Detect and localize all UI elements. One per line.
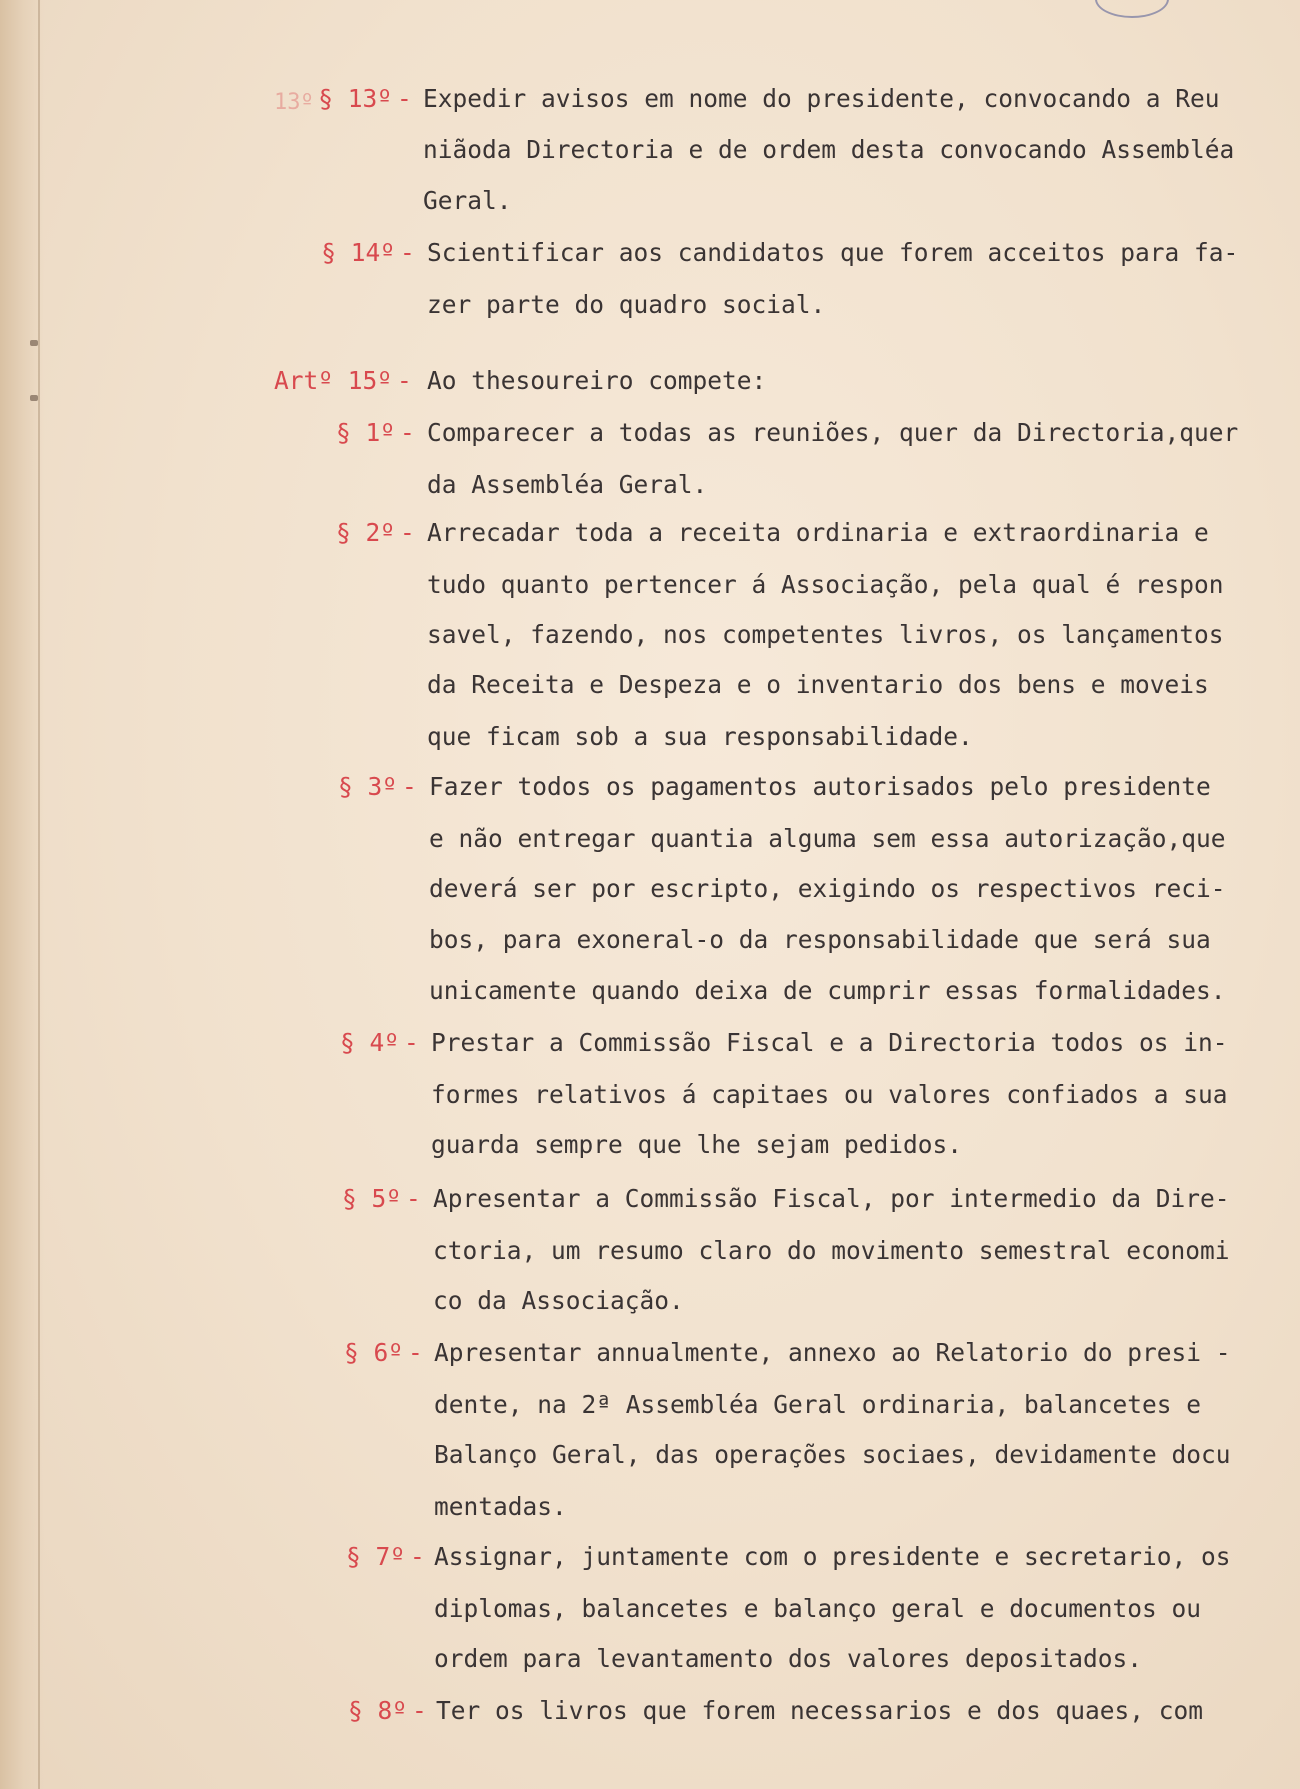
text-line: dente, na 2ª Assembléa Geral ordinaria, balancetes e — [434, 1390, 1202, 1419]
section-label: § 13º — [318, 84, 392, 113]
section-dash: - — [400, 518, 415, 547]
text-line: formes relativos á capitaes ou valores confiados a sua — [431, 1080, 1228, 1109]
section-dash: - — [402, 772, 417, 801]
faded-section-label: 13º — [274, 90, 314, 115]
section-label: § 6º — [343, 1338, 403, 1367]
text-line: co da Associação. — [433, 1286, 684, 1315]
text-line: Assignar, juntamente com o presidente e secretario, os — [434, 1542, 1231, 1571]
text-line: diplomas, balancetes e balanço geral e documentos ou — [434, 1594, 1202, 1623]
text-line: niãoda Directoria e de ordem desta convocando Assembléa — [423, 135, 1235, 164]
section-dash: - — [400, 418, 415, 447]
text-line: Scientificar aos candidatos que forem acceitos para fa- — [427, 238, 1239, 267]
text-line: zer parte do quadro social. — [427, 290, 826, 319]
text-line: deverá ser por escripto, exigindo os respectivos reci- — [429, 874, 1226, 903]
section-label: § 3º — [337, 772, 397, 801]
text-line: tudo quanto pertencer á Associação, pela qual é respon — [427, 570, 1224, 599]
text-line: Ao thesoureiro compete: — [427, 366, 767, 395]
section-label: § 1º — [335, 418, 395, 447]
text-line: Prestar a Commissão Fiscal e a Directoria todos os in- — [431, 1028, 1228, 1057]
text-line: Geral. — [423, 186, 512, 215]
section-label: § 7º — [345, 1542, 405, 1571]
text-line: Fazer todos os pagamentos autorisados pelo presidente — [429, 772, 1211, 801]
section-label: § 2º — [335, 518, 395, 547]
binding-hole-mark — [30, 395, 38, 401]
binding-hole-mark — [30, 340, 38, 346]
section-dash: - — [412, 1696, 427, 1725]
text-line: ctoria, um resumo claro do movimento semestral economi — [433, 1236, 1230, 1265]
text-line: guarda sempre que lhe sejam pedidos. — [431, 1130, 963, 1159]
text-line: que ficam sob a sua responsabilidade. — [427, 722, 973, 751]
section-label: § 14º — [321, 238, 395, 267]
section-dash: - — [400, 238, 415, 267]
text-line: ordem para levantamento dos valores depositados. — [434, 1644, 1143, 1673]
text-line: da Assembléa Geral. — [427, 470, 708, 499]
text-line: savel, fazendo, nos competentes livros, os lançamentos — [427, 620, 1224, 649]
section-dash: - — [410, 1542, 425, 1571]
text-line: Expedir avisos em nome do presidente, convocando a Reu — [423, 84, 1220, 113]
text-line: Ter os livros que forem necessarios e dos quaes, com — [436, 1696, 1204, 1725]
section-label: Artº 15º — [273, 366, 392, 395]
section-label: § 8º — [347, 1696, 407, 1725]
text-line: Balanço Geral, das operações sociaes, devidamente docu — [434, 1440, 1231, 1469]
section-dash: - — [404, 1028, 419, 1057]
section-dash: - — [406, 1184, 421, 1213]
text-line: da Receita e Despeza e o inventario dos bens e moveis — [427, 670, 1209, 699]
section-dash: - — [397, 84, 412, 113]
text-line: unicamente quando deixa de cumprir essas formalidades. — [429, 976, 1226, 1005]
binding-line — [38, 0, 40, 1789]
text-line: e não entregar quantia alguma sem essa autorização,que — [429, 824, 1226, 853]
stamp-mark — [1095, 0, 1169, 18]
text-line: Apresentar a Commissão Fiscal, por intermedio da Dire- — [433, 1184, 1230, 1213]
section-dash: - — [408, 1338, 423, 1367]
text-line: bos, para exoneral-o da responsabilidade que será sua — [429, 925, 1211, 954]
text-line: Arrecadar toda a receita ordinaria e extraordinaria e — [427, 518, 1209, 547]
text-line: Apresentar annualmente, annexo ao Relatorio do presi - — [434, 1338, 1231, 1367]
section-label: § 4º — [339, 1028, 399, 1057]
section-label: § 5º — [341, 1184, 401, 1213]
text-line: Comparecer a todas as reuniões, quer da Directoria,quer — [427, 418, 1239, 447]
text-line: mentadas. — [434, 1492, 567, 1521]
section-dash: - — [397, 366, 412, 395]
